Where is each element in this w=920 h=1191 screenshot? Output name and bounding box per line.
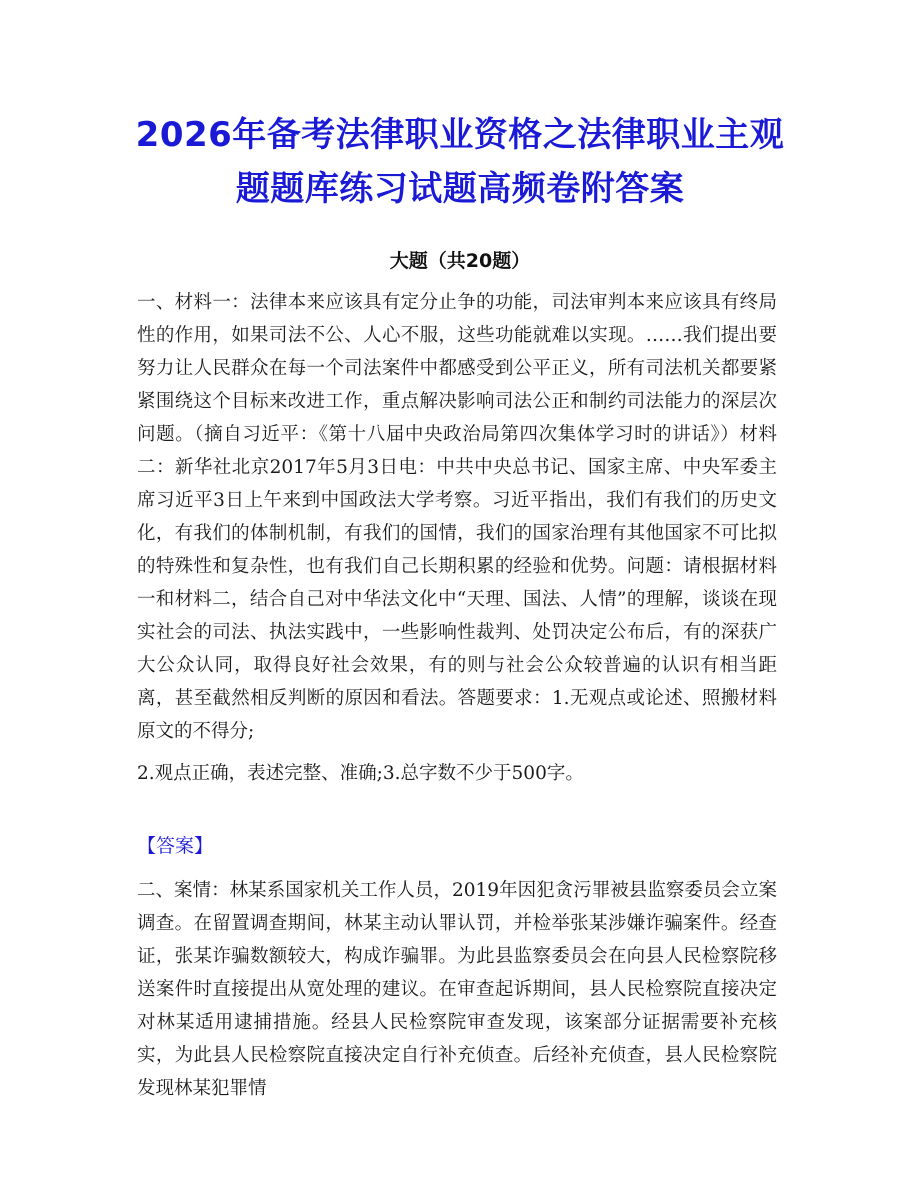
document-title: 2026年备考法律职业资格之法律职业主观题题库练习试题高频卷附答案 xyxy=(135,115,785,209)
section-heading: 大题（共20题） xyxy=(389,250,531,272)
question-1-text: 一、材料一：法律本来应该具有定分止争的功能，司法审判本来应该具有终局性的作用，如果司法不公、人心不服，这些功能就难以实现。……我们提出要努力让人民群众在每一个司法案件中都感受到公平正义，所有司法机关都要紧紧围绕这个目标来改进工作，重点解决影响司法公正和制约司法能力的深层次问题。（摘自习近平：《第十八届中央政治局第四次集体学习时的讲话》）材料二：新华社北京2017年5月3日电：中共中央总书记、国家主席、中央军委主席习近平3日上午来到中国政法大学考察。习近平指出，我们有我们的历史文化，有我们的体制机制，有我们的国情，我们的国家治理有其他国家不可比拟的特殊性和复杂性，也有我们自己长期积累的经验和优势。问题：请根据材料一和材料二，结合自己对中华法文化中“天理、国法、人情”的理解，谈谈在现实社会的司法、执法实践中，一些影响性裁判、处罚决定公布后，有的深获广大公众认同，取得良好社会效果，有的则与社会公众较普遍的认识有相当距离，甚至截然相反判断的原因和看法。答题要求：1.无观点或论述、照搬材料原文的不得分; xyxy=(137,292,777,742)
question-2-text: 二、案情：林某系国家机关工作人员，2019年因犯贪污罪被县监察委员会立案调查。在留置调查期间，林某主动认罪认罚，并检举张某涉嫌诈骗案件。经查证，张某诈骗数额较大，构成诈骗罪。为此县监察委员会在向县人民检察院移送案件时直接提出从宽处理的建议。在审查起诉期间，县人民检察院直接决定对林某适用逮捕措施。经县人民检察院审查发现，该案部分证据需要补充核实，为此县人民检察院直接决定自行补充侦查。后经补充侦查，县人民检察院发现林某犯罪情 xyxy=(137,880,777,1099)
answer-label: 【答案】 xyxy=(137,835,214,857)
question-1-requirements: 2.观点正确，表述完整、准确;3.总字数不少于500字。 xyxy=(137,763,584,784)
